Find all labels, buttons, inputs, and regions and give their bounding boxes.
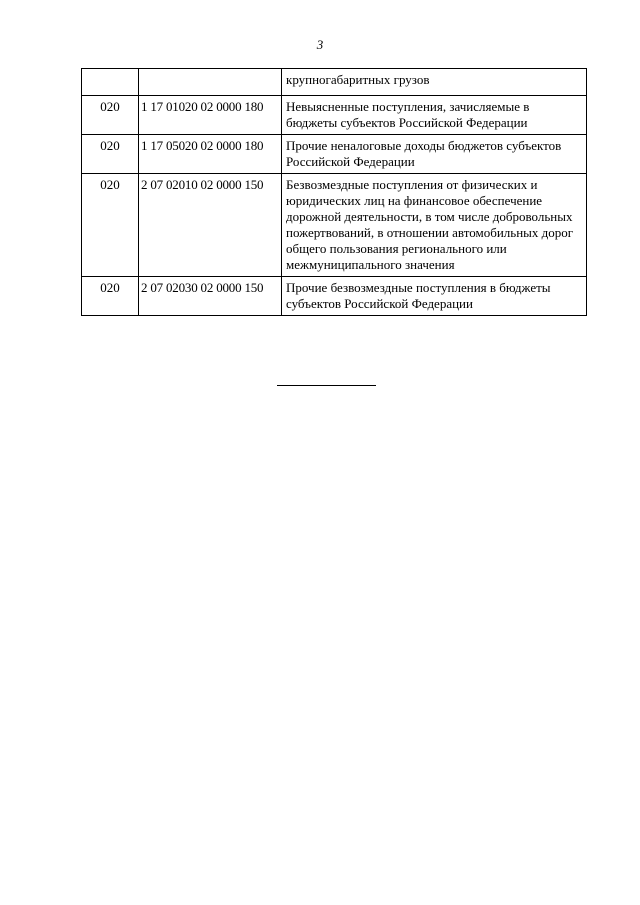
budget-code-cell: 2 07 02030 02 0000 150: [139, 277, 282, 316]
table-row: [82, 174, 587, 277]
admin-code-cell: 020: [82, 135, 139, 174]
end-of-document-rule: [277, 385, 376, 386]
page-number: 3: [316, 37, 324, 52]
budget-code-cell: 1 17 01020 02 0000 180: [139, 96, 282, 135]
table-row: [82, 135, 587, 174]
revenue-codes-table: [81, 68, 587, 316]
revenue-name-cell: Прочие безвозмездные поступления в бюджеты субъектов Российской Федерации: [282, 277, 587, 316]
revenue-name-cell: Прочие неналоговые доходы бюджетов субъектов Российской Федерации: [282, 135, 587, 174]
admin-code-cell: [82, 69, 139, 96]
budget-code-cell: 1 17 05020 02 0000 180: [139, 135, 282, 174]
admin-code-cell: 020: [82, 174, 139, 277]
revenue-name-cell: Безвозмездные поступления от физических и юридических лиц на финансовое обеспечение дорожной деятельности, в том числе добровольных пожертвований, в отношении автомобильных дорог общего пользования регионального или межмуниципального значения: [282, 174, 587, 277]
admin-code-cell: 020: [82, 96, 139, 135]
budget-code-cell: 2 07 02010 02 0000 150: [139, 174, 282, 277]
table-row: [82, 96, 587, 135]
table-row: [82, 69, 587, 96]
admin-code-cell: 020: [82, 277, 139, 316]
table-row: [82, 277, 587, 316]
revenue-name-cell: крупногабаритных грузов: [282, 69, 587, 96]
budget-code-cell: [139, 69, 282, 96]
revenue-name-cell: Невыясненные поступления, зачисляемые в бюджеты субъектов Российской Федерации: [282, 96, 587, 135]
